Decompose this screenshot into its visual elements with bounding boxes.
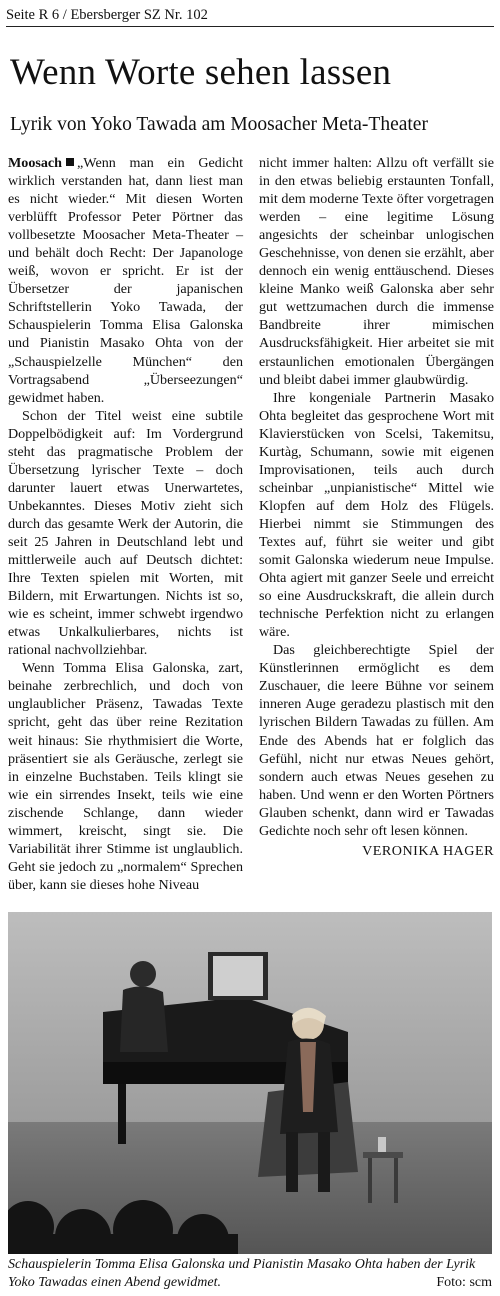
stage-photo xyxy=(8,912,492,1254)
subheadline: Lyrik von Yoko Tawada am Moosacher Meta-Theater xyxy=(10,114,428,135)
photo-caption xyxy=(8,1256,492,1292)
article-paragraph: nicht immer halten: Allzu oft verfällt sie in den etwas beliebig erstaunten Tonfall, mit dem moderne Texte öfter vorgetragen werden – eine legitime Lösung angesichts der scheinbar unlogischen Geschehnisse, von denen sie erzählt, aber dennoch ein wenig enttäuschend. Dieses kleine Manko weiß Galonska aber sehr gut wettzumachen durch die immense Bandbreite ihrer mimischen Ausdrucksfähigkeit. Hier arbeitet sie mit erstaunlichen emotionalen Übergängen und bleibt dabei immer glaubwürdig. xyxy=(259,155,494,388)
dateline-square-icon xyxy=(66,158,74,166)
headline: Wenn Worte sehen lassen xyxy=(10,52,392,93)
article-column-left xyxy=(8,154,243,894)
stage-photo-illustration xyxy=(8,912,492,1254)
page-header: Seite R 6 / Ebersberger SZ Nr. 102 xyxy=(6,4,494,27)
article-paragraph: Schon der Titel weist eine subtile Doppelbödigkeit auf: Im Vordergrund steht das pragmatische Problem der Übersetzung lyrischer Texte – doch darunter lauert etwas Unerwartetes, Unbekanntes. Dieses Motiv zieht sich durch das gesamte Werk der Autorin, die seit 25 Jahren in Deutschland lebt und mittlerweile auch auf Deutsch dichtet: Ihre Texten spielen mit Worten, mit Bildern, mit Erwartungen. Nichts ist so, wie es scheint, immer schwebt irgendwo etwas Unkalkulierbares, nichts ist rational nachvollziehbar. xyxy=(8,407,243,659)
article-paragraph: Wenn Tomma Elisa Galonska, zart, beinahe zerbrechlich, und doch von unglaublicher Präsenz, Tawadas Texte spricht, geht das über reine Rezitation weit hinaus: Sie rhythmisiert die Worte, präsentiert sie als Geräusche, zerlegt sie in einzelne Buchstaben. Teils klingt sie wie ein sirrendes Insekt, teils wie eine zischende Schlange, dann wieder wimmert, kreischt, singt sie. Die Variabilität ihrer Stimme ist unglaublich. Geht sie jedoch zu „normalem“ Sprechen über, kann sie dieses hohe Niveau xyxy=(8,660,243,893)
article-paragraph: Das gleichberechtigte Spiel der Künstlerinnen ermöglicht es dem Zuschauer, die leere Bühne vor seinem inneren Auge geradezu plastisch mit den lyrischen Bildern Tawadas zu füllen. Am Ende des Abends hat er folglich das Gefühl, nicht nur etwas Neues gehört, sondern auch etwas Neues gesehen zu haben. Und wenn er den Worten Pörtners Glauben schenkt, dann wird er Tawadas Gedichte noch sehr oft lesen können. xyxy=(259,642,494,839)
dateline: Moosach xyxy=(8,155,63,171)
article-paragraph: Ihre kongeniale Partnerin Masako Ohta begleitet das gesprochene Wort mit Klavierstücken von Scelsi, Takemitsu, Kurtàg, Schumann, sowie mit eigenen Improvisationen, teils auch durch scheinbar „unpianistische“ Mittel wie Klopfen auf dem Holz des Flügels. Hierbei nimmt sie Stimmungen des Textes auf, führt sie weiter und gibt somit Galonska wiederum neue Impulse. Ohta agiert mit ganzer Seele und erreicht so eine Ausdruckskraft, die allein durch technische Perfektion nicht zu erlangen wäre. xyxy=(259,389,494,641)
photo-credit: Foto: scm xyxy=(436,1275,492,1290)
caption-text: Schauspielerin Tomma Elisa Galonska und Pianistin Masako Ohta haben der Lyrik Yoko Tawadas einen Abend gewidmet. xyxy=(8,1257,476,1290)
author-byline: VERONIKA HAGER xyxy=(362,842,494,859)
article-paragraph: Moosach „Wenn man ein Gedicht wirklich verstanden hat, dann liest man es nicht wieder.“ Mit diesen Worten verblüfft Professor Peter Pörtner das vollbesetzte Moosacher Meta-Theater – und behält doch Recht: Der Japanologe weiß, wovon er spricht. Er ist der Übersetzer der japanischen Schriftstellerin Yoko Tawada, der Schauspielerin Tomma Elisa Galonska und Pianistin Masako Ohta von der „Schauspielzelle München“ den Vortragsabend „Überseezungen“ gewidmet haben. xyxy=(8,155,243,406)
article-column-right xyxy=(259,154,494,860)
